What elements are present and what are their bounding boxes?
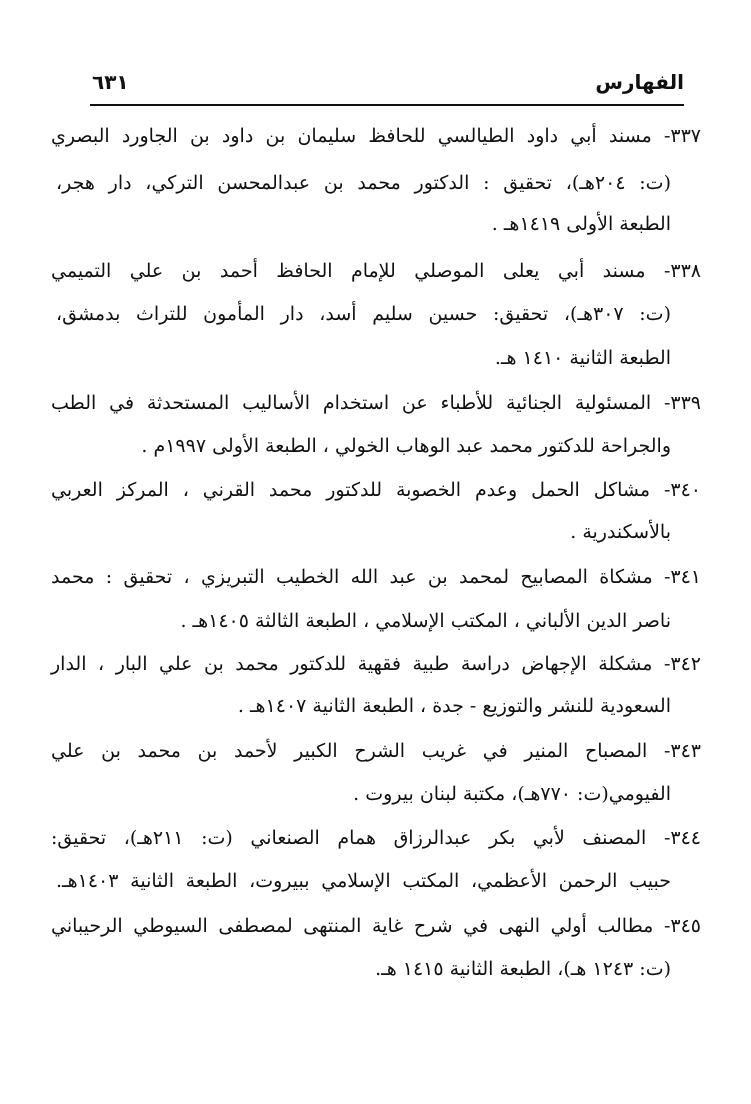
entry-line: ٣٤٣- المصباح المنير في غريب الشرح الكبير لأحمد بن محمد بن علي [51, 740, 701, 762]
entry-line: ٣٣٩- المسئولية الجنائية للأطباء عن استخدام الأساليب المستحدثة في الطب [51, 392, 701, 414]
entry-line: ٣٤٤- المصنف لأبي بكر عبدالرزاق همام الصنعاني (ت: ٢١١هـ)، تحقيق: [51, 827, 701, 849]
entry-line: ٣٤٥- مطالب أولي النهى في شرح غاية المنتهى لمصطفى السيوطي الرحيباني [51, 915, 701, 937]
section-title: الفهارس [595, 70, 684, 94]
entry-line: ٣٤١- مشكاة المصابيح لمحمد بن عبد الله الخطيب التبريزي ، تحقيق : محمد [51, 566, 701, 588]
entry-line: حبيب الرحمن الأعظمي، المكتب الإسلامي ببيروت، الطبعة الثانية ١٤٠٣هـ. [56, 870, 671, 892]
entry-line: ٣٤٠- مشاكل الحمل وعدم الخصوبة للدكتور محمد القرني ، المركز العربي [51, 479, 701, 501]
entry-line: والجراحة للدكتور محمد عبد الوهاب الخولي ، الطبعة الأولى ١٩٩٧م . [141, 435, 671, 457]
entry-line: ٣٣٧- مسند أبي داود الطيالسي للحافظ سليمان بن داود بن الجاورد البصري [51, 125, 701, 147]
entry-line: ٣٣٨- مسند أبي يعلى الموصلي للإمام الحافظ أحمد بن علي التميمي [51, 260, 701, 282]
entry-line: ٣٤٢- مشكلة الإجهاض دراسة طبية فقهية للدكتور محمد بن علي البار ، الدار [51, 653, 701, 675]
entry-line: (ت: ١٢٤٣ هـ)، الطبعة الثانية ١٤١٥ هـ. [375, 958, 671, 980]
entry-line: السعودية للنشر والتوزيع - جدة ، الطبعة الثانية ١٤٠٧هـ . [237, 695, 671, 717]
entry-line: (ت: ٣٠٧هـ)، تحقيق: حسين سليم أسد، دار المأمون للتراث بدمشق، [55, 303, 671, 325]
entry-line: الطبعة الثانية ١٤١٠ هـ. [494, 347, 671, 369]
entry-line: ناصر الدين الألباني ، المكتب الإسلامي ، الطبعة الثالثة ١٤٠٥هـ . [180, 610, 671, 632]
page-number: ٦٣١ [92, 70, 129, 94]
entry-line: (ت: ٢٠٤هـ)، تحقيق : الدكتور محمد بن عبدالمحسن التركي، دار هجر، [55, 172, 671, 194]
entry-line: بالأسكندرية . [570, 521, 671, 543]
header-divider [90, 104, 684, 106]
running-header [92, 68, 684, 104]
entry-line: الطبعة الأولى ١٤١٩هـ . [491, 213, 671, 235]
entry-line: الفيومي(ت: ٧٧٠هـ)، مكتبة لبنان بيروت . [353, 783, 671, 805]
